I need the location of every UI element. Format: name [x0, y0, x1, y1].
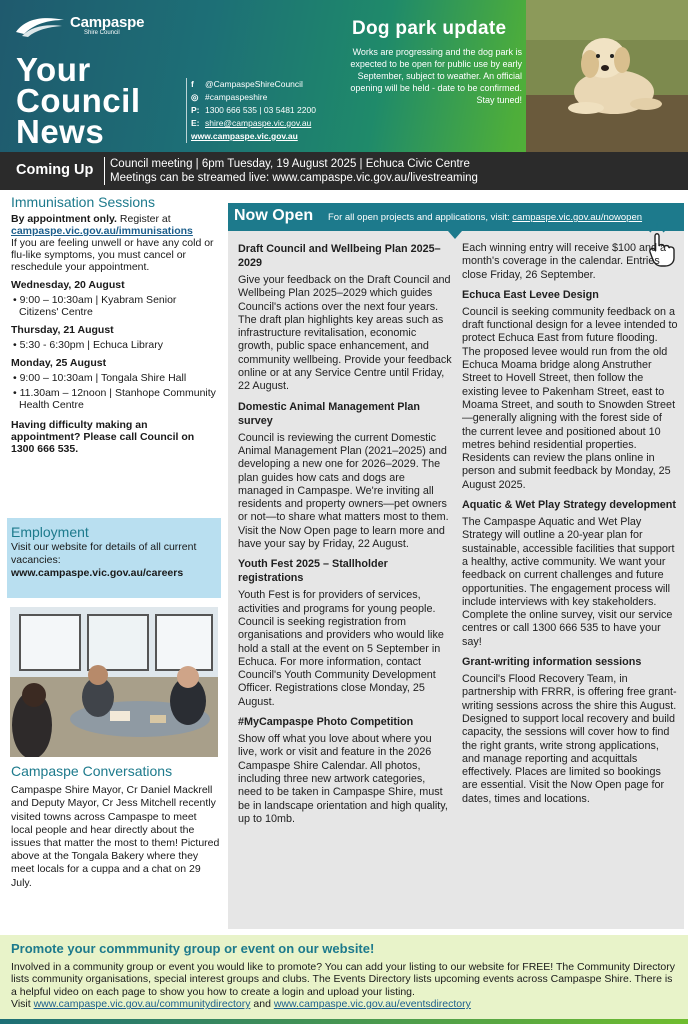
session-slot: • 9:00 – 10:30am | Kyabram Senior Citizens' Centre: [13, 294, 177, 318]
item-heading: Draft Council and Wellbeing Plan 2025–2029: [238, 243, 441, 269]
dog-park-update: [340, 18, 522, 106]
item-body: The Campaspe Aquatic and Wet Play Strategy will outline a 20-year plan for sustainable, accessible facilities that support a healthy, active community. We want your feedback on current challenges and future opportunities. The engagement process will include interviews with key stakeholders. Complete the online survey, visit our service centres or call 1300 666 535 to have your say!: [462, 516, 675, 648]
dog-park-body: Works are progressing and the dog park is expected to be open for public use by early September, subject to weather. An official opening will be held - date to be confirmed. Stay tuned!: [350, 47, 522, 105]
item-heading: #MyCampaspe Photo Competition: [238, 716, 414, 729]
phone-numbers: 1300 666 535 | 03 5481 2200: [205, 105, 316, 115]
item-body: Show off what you love about where you live, work or visit and feature in the 2026 Campaspe Shire Calendar. All photos, including three new artwork categories, need to be taken in Campaspe Shire, must be in landscape orientation and high quality, up to 10mb.: [238, 733, 448, 825]
appointment-help: Having difficulty making an appointment? Please call Council on 1300 666 535.: [11, 419, 195, 455]
now-open-title: Now Open: [234, 207, 314, 224]
item-body: Give your feedback on the Draft Council and Wellbeing Plan 2025–2029 which guides Council's actions over the next four years. The draft plan highlights key areas such as infrastructure revitalisation, economic growth, public space enhancement, and community wellbeing. Provide your feedback online or at any Service Centre until Friday, 22 August.: [238, 274, 452, 393]
masthead: [0, 0, 688, 152]
now-open-subtitle: For all open projects and applications, visit: campaspe.vic.gov.au/nowopen: [328, 212, 643, 223]
newsletter-title: [16, 51, 141, 150]
conversations-body: Campaspe Shire Mayor, Cr Daniel Mackrell and Deputy Mayor, Cr Jess Mitchell recently visited towns across Campaspe to meet local people and hear directly about the issues that matter the most to them! Pictured above at the Tongala Bakery where they meet locals for a cuppa and a chat on 29 July.: [11, 784, 220, 889]
website-link[interactable]: www.campaspe.vic.gov.au: [191, 131, 298, 141]
logo-name: Campaspe: [70, 14, 145, 31]
email-label: E:: [191, 118, 200, 128]
promote-footer: [0, 935, 688, 1024]
community-directory-link[interactable]: www.campaspe.vic.gov.au/communitydirectory: [33, 998, 251, 1011]
contact-details: [186, 78, 316, 143]
facebook-icon: f: [191, 79, 194, 89]
logo-sub: Shire Council: [84, 30, 120, 36]
email-link[interactable]: shire@campaspe.vic.gov.au: [205, 118, 312, 128]
title-line-3: News: [16, 113, 105, 150]
session-slot: • 9:00 – 10:30am | Tongala Shire Hall: [13, 372, 187, 384]
immunisation-intro: [11, 213, 217, 225]
promote-heading: Promote your commmunity group or event on our website!: [11, 941, 375, 956]
dog-photo: [526, 0, 688, 152]
item-body: Youth Fest is for providers of services, activities and programs for young people. Council is seeking registration from organisations and providers who would like hold a stall at the event on 5 September in Echuca. For more information, contact Council's Youth Community Development Officer. Registrations close Monday, 25 August.: [238, 589, 444, 708]
footer-accent-bar: [0, 1019, 688, 1024]
coming-up-divider: [104, 157, 105, 185]
events-directory-link[interactable]: www.campaspe.vic.gov.au/eventsdirectory: [273, 998, 471, 1011]
promote-body: Involved in a community group or event you would like to promote? You can add your listing to our website for FREE! The Community Directory lists community organisations, special interest groups and clubs. The Events Directory lists upcoming events across Campaspe Shire. There is a helpful video on each page to show you how to create a login and upload your listing. Visit www.campaspe.vic.gov.au/communitydirectory and www.campaspe.vic.gov.au/eventsdirectory: [11, 961, 675, 1011]
title-line-2: Council: [16, 82, 141, 119]
livestream-info[interactable]: Meetings can be streamed live: www.campaspe.vic.gov.au/livestreaming: [110, 172, 478, 184]
title-line-1: Your: [16, 51, 91, 88]
coming-up-label: Coming Up: [16, 162, 94, 178]
facebook-handle[interactable]: @CampaspeShireCouncil: [205, 79, 303, 89]
item-body: Council is reviewing the current Domestic Animal Management Plan (2021–2025) and developing a new one for 2026–2029. The plan guides how cats and dogs are managed in Campaspe. We're inviting all residents and property owners—pet owners or not—to share what matters most to them. Visit the Now Open page to learn more and have your say by Friday, 22 August.: [238, 431, 449, 551]
now-open-column-1: [238, 242, 452, 826]
register-text: Register at: [116, 213, 171, 225]
employment-box: [7, 518, 221, 598]
photo-competition-continued: Each winning entry will receive $100 and a month's coverage in the calendar. Entries close Friday, 26 September.: [462, 242, 667, 281]
council-logo: [14, 14, 144, 38]
item-body: Council's Flood Recovery Team, in partnership with FRRR, is offering free grant-writing sessions across the shire this August. Designed to support local recovery and build capacity, the sessions will cover how to find the right grants, write strong applications, and manage reporting and acquittals effectively. Places are limited so bookings are essential. Visit the Now Open page for dates, times and locations.: [462, 673, 677, 805]
session-day: Thursday, 21 August: [11, 324, 114, 336]
immunisation-body: If you are feeling unwell or have any cold or flu-like symptoms, you must cancel or reschedule your appointment.: [11, 237, 214, 273]
instagram-icon: ◎: [191, 92, 199, 102]
conversations-section: [11, 765, 221, 890]
session-slot: • 5:30 - 6:30pm | Echuca Library: [13, 339, 163, 351]
employment-heading: Employment: [11, 524, 89, 540]
session-day: Monday, 25 August: [11, 357, 107, 369]
appointment-only-text: By appointment only.: [11, 213, 117, 225]
coming-up-bar: [0, 152, 688, 190]
immunisation-section: [11, 196, 217, 455]
now-open-banner: [228, 203, 684, 231]
employment-body: Visit our website for details of all current vacancies:: [11, 541, 197, 566]
phone-label: P:: [191, 105, 200, 115]
instagram-handle[interactable]: #campaspeshire: [205, 92, 268, 102]
immunisation-heading: Immunisation Sessions: [11, 194, 155, 210]
item-heading: Aquatic & Wet Play Strategy development: [462, 499, 676, 512]
session-slot: • 11.30am – 12noon | Stanhope Community Health Centre: [13, 387, 216, 411]
item-heading: Youth Fest 2025 – Stallholder registrations: [238, 558, 388, 585]
conversations-heading: Campaspe Conversations: [11, 763, 173, 779]
session-day: Wednesday, 20 August: [11, 279, 125, 291]
council-meeting-info: Council meeting | 6pm Tuesday, 19 August 2025 | Echuca Civic Centre: [110, 158, 470, 170]
now-open-column-2: [462, 242, 678, 806]
banner-pointer: [448, 231, 462, 239]
immunisations-link[interactable]: campaspe.vic.gov.au/immunisations: [11, 225, 193, 237]
item-heading: Domestic Animal Management Plan survey: [238, 400, 420, 427]
dog-park-title: Dog park update: [352, 18, 507, 39]
now-open-link[interactable]: campaspe.vic.gov.au/nowopen: [512, 212, 643, 223]
item-heading: Echuca East Levee Design: [462, 288, 599, 301]
item-heading: Grant-writing information sessions: [462, 656, 642, 669]
campaspe-swoosh-icon: [14, 14, 66, 38]
item-body: Council is seeking community feedback on a draft functional design for a levee intended to protect Echuca East from future flooding. The proposed levee would run from the old Echuca Moama bridge along Anstruther Street to Hovell Street, then follow the existing levee to Pakenham Street, east to Moama Street, and south to Snowden Street—generally aligning with the forest side of the current levee and positioned about 10 metres behind residential properties. Residents can review the plans online in person and submit feedback by Monday, 25 August 2025.: [462, 305, 678, 491]
careers-link[interactable]: www.campaspe.vic.gov.au/careers: [11, 567, 184, 579]
bakery-meeting-photo: [10, 607, 218, 757]
